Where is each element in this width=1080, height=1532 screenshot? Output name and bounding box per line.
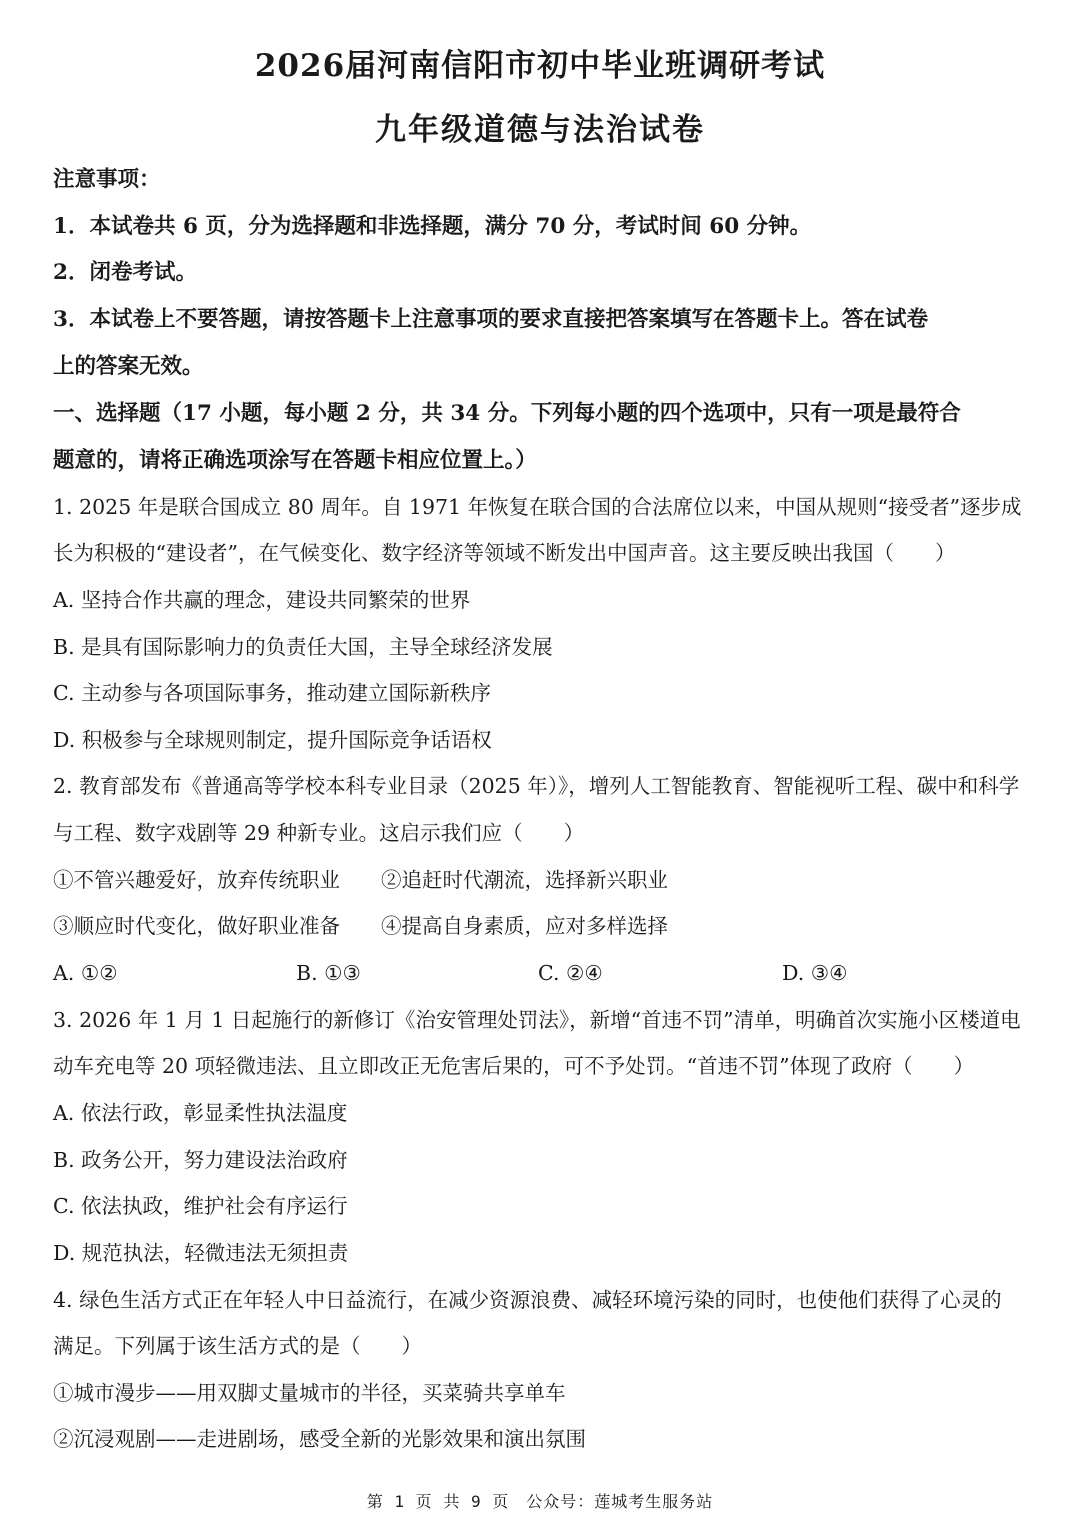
- q3-stem-line-1: 3. 2026 年 1 月 1 日起施行的新修订《治安管理处罚法》，新增“首违不罚”清单，明确首次实施小区楼道电: [53, 1008, 1021, 1032]
- q3-stem-line-2: 动车充电等 20 项轻微违法、且立即改正无危害后果的，可不予处罚。“首违不罚”体现了政府（ ）: [53, 1054, 975, 1078]
- q4-item-2: ②沉浸观剧——走进剧场，感受全新的光影效果和演出氛围: [53, 1427, 586, 1451]
- notice-item-1: 1．本试卷共 6 页，分为选择题和非选择题，满分 70 分，考试时间 60 分钟。: [53, 214, 812, 239]
- q2-option-d: D. ③④: [782, 961, 848, 985]
- exam-title: 2026届河南信阳市初中毕业班调研考试: [254, 48, 826, 84]
- notice-item-3-line-1: 3．本试卷上不要答题，请按答题卡上注意事项的要求直接把答案填写在答题卡上。答在试卷: [53, 307, 928, 332]
- q1-option-d: D. 积极参与全球规则制定，提升国际竞争话语权: [53, 728, 492, 752]
- q1-option-a: A. 坚持合作共赢的理念，建设共同繁荣的世界: [53, 588, 471, 612]
- section-heading-line-2: 题意的，请将正确选项涂写在答题卡相应位置上。）: [53, 448, 537, 473]
- q1-stem-line-2: 长为积极的“建设者”，在气候变化、数字经济等领域不断发出中国声音。这主要反映出我国（ ）: [53, 541, 956, 565]
- q3-option-c: C. 依法执政，维护社会有序运行: [53, 1194, 348, 1218]
- q3-option-b: B. 政务公开，努力建设法治政府: [53, 1148, 348, 1172]
- q1-option-c: C. 主动参与各项国际事务，推动建立国际新秩序: [53, 681, 491, 705]
- q2-option-a: A. ①②: [53, 961, 118, 985]
- q4-item-1: ①城市漫步——用双脚丈量城市的半径，买菜骑共享单车: [53, 1381, 566, 1405]
- q2-items-line-1: ①不管兴趣爱好，放弃传统职业 ②追赶时代潮流，选择新兴职业: [53, 868, 668, 892]
- q2-stem-line-2: 与工程、数字戏剧等 29 种新专业。这启示我们应（ ）: [53, 821, 585, 845]
- q3-option-a: A. 依法行政，彰显柔性执法温度: [53, 1101, 348, 1125]
- q3-option-d: D. 规范执法，轻微违法无须担责: [53, 1241, 349, 1265]
- q2-option-c: C. ②④: [538, 961, 603, 985]
- q2-option-b: B. ①③: [296, 961, 361, 985]
- page-footer: 第 1 页 共 9 页 公众号：莲城考生服务站: [366, 1492, 714, 1511]
- q4-stem-line-1: 4. 绿色生活方式正在年轻人中日益流行，在减少资源浪费、减轻环境污染的同时，也使他们获得了心灵的: [53, 1288, 1002, 1312]
- q2-stem-line-1: 2. 教育部发布《普通高等学校本科专业目录（2025 年）》，增列人工智能教育、智能视听工程、碳中和科学: [53, 774, 1020, 798]
- notice-item-2: 2．闭卷考试。: [53, 260, 197, 285]
- q1-stem-line-1: 1. 2025 年是联合国成立 80 周年。自 1971 年恢复在联合国的合法席位以来，中国从规则“接受者”逐步成: [53, 495, 1022, 519]
- notice-item-3-line-2: 上的答案无效。: [53, 354, 204, 379]
- section-heading-line-1: 一、选择题（17 小题，每小题 2 分，共 34 分。下列每小题的四个选项中，只有一项是最符合: [53, 401, 961, 426]
- q2-items-line-2: ③顺应时代变化，做好职业准备 ④提高自身素质，应对多样选择: [53, 914, 668, 938]
- q1-option-b: B. 是具有国际影响力的负责任大国，主导全球经济发展: [53, 635, 553, 659]
- exam-subtitle: 九年级道德与法治试卷: [375, 112, 705, 148]
- q4-stem-line-2: 满足。下列属于该生活方式的是（ ）: [53, 1334, 422, 1358]
- notice-heading: 注意事项：: [53, 167, 161, 192]
